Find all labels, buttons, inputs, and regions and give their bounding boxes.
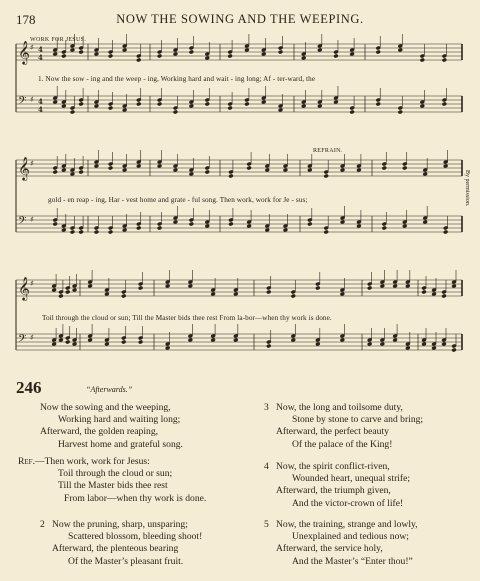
note-head (52, 170, 57, 175)
note-head (405, 346, 410, 351)
note-head (205, 224, 210, 229)
note-head (136, 226, 141, 231)
note-head (349, 52, 354, 57)
note-head (375, 50, 380, 55)
lyric-line-2: gold - en reap - ing, Har - vest home and grate - ful song. Then work, work for Je - sus; (48, 196, 308, 204)
note-head (70, 110, 75, 115)
verse-line: Of the palace of the King! (292, 438, 393, 450)
note-head (228, 174, 233, 179)
note-head (442, 102, 447, 107)
note-head (228, 222, 233, 227)
note-head (317, 48, 322, 53)
note-head (136, 102, 141, 107)
verse-number: 2 (40, 519, 45, 530)
note-head (291, 338, 296, 343)
note-head (246, 224, 251, 229)
note-head (367, 342, 372, 347)
note-head (441, 294, 446, 299)
note-head (188, 338, 193, 343)
note-head (72, 342, 77, 347)
note-head (375, 102, 380, 107)
note-head (165, 346, 170, 351)
note-head (443, 230, 448, 235)
note-head (58, 294, 63, 299)
bass-clef: 𝄢 (18, 215, 27, 230)
note-head (104, 292, 109, 297)
note-head (78, 170, 83, 175)
note-head (51, 288, 56, 293)
sharp-sign: ♯ (30, 43, 34, 52)
verse-number: 3 (264, 402, 269, 413)
sharp-sign: ♯ (30, 95, 34, 104)
note-head (291, 294, 296, 299)
note-head (188, 284, 193, 289)
time-signature: 4 (38, 97, 43, 106)
bass-clef: 𝄢 (18, 95, 27, 110)
note-head (421, 342, 426, 347)
verse-line: Of the Master’s pleasant fruit. (68, 555, 184, 567)
note-head (104, 342, 109, 347)
note-head (65, 290, 70, 295)
refrain-label: REFRAIN. (313, 148, 343, 154)
note-head (52, 222, 57, 227)
note-head (315, 286, 320, 291)
note-head (356, 168, 361, 173)
note-head (451, 348, 456, 353)
note-head (442, 58, 447, 63)
note-head (356, 224, 361, 229)
treble-clef: 𝄞 (18, 40, 30, 64)
note-head (265, 228, 270, 233)
note-head (189, 104, 194, 109)
time-signature: 4 (38, 45, 43, 54)
note-head (136, 164, 141, 169)
note-head (278, 50, 283, 55)
note-head (431, 292, 436, 297)
note-head (244, 102, 249, 107)
note-head (61, 228, 66, 233)
permission-note: By permission. (464, 170, 470, 207)
note-head (52, 100, 57, 105)
note-head (227, 54, 232, 59)
verse-line: Now, the spirit conflict-riven, (276, 461, 390, 472)
verse-line: Scattered blossom, bleeding shoot! (68, 531, 203, 543)
note-head (315, 342, 320, 347)
note-head (65, 340, 70, 345)
note-head (340, 338, 345, 343)
note-head (189, 222, 194, 227)
note-head (138, 286, 143, 291)
note-head (382, 166, 387, 171)
lyric-line-1: 1. Now the sow - ing and the weep - ing, Working hard and wait - ing long; Af - ter-ward, the (38, 75, 316, 83)
verse-3 (264, 402, 423, 451)
verse-line: And the Master’s “Enter thou!” (292, 555, 413, 567)
note-head (157, 54, 162, 59)
note-head (52, 52, 57, 57)
note-head (392, 338, 397, 343)
note-head (441, 342, 446, 347)
note-head (157, 102, 162, 107)
verse-4 (264, 461, 410, 510)
verse-5 (264, 519, 418, 568)
note-head (398, 110, 403, 115)
verse-line: Afterward, the golden reaping, (40, 426, 159, 438)
note-head (233, 338, 238, 343)
note-head (443, 164, 448, 169)
note-head (227, 106, 232, 111)
note-head (205, 170, 210, 175)
verse-line: Stone by stone to carve and bring; (292, 414, 424, 426)
note-head (333, 54, 338, 59)
verse-line: Till the Master bids thee rest (58, 480, 168, 492)
note-head (78, 102, 83, 107)
sharp-sign: ♯ (30, 215, 34, 224)
note-head (261, 100, 266, 105)
verse-line: Now, the training, strange and lowly, (276, 519, 418, 530)
verse-line: Afterward, the service holy, (276, 543, 383, 555)
note-head (266, 290, 271, 295)
note-head (340, 168, 345, 173)
note-head (70, 48, 75, 53)
note-head (108, 166, 113, 171)
note-head (122, 108, 127, 113)
note-head (205, 56, 210, 61)
verse-line: Then work, work for Jesus: (44, 456, 150, 467)
bass-clef: 𝄢 (18, 333, 27, 348)
note-head (340, 220, 345, 225)
note-head (278, 108, 283, 113)
hymn-number: 246 (16, 378, 42, 397)
verse-line: And the victor-crown of life! (292, 497, 404, 509)
note-head (420, 104, 425, 109)
note-head (58, 338, 63, 343)
note-head (189, 50, 194, 55)
verse-line: From labor—when thy work is done. (64, 492, 207, 504)
verse-line: Wounded heart, unequal strife; (292, 473, 411, 485)
note-head (382, 226, 387, 231)
note-head (173, 220, 178, 225)
note-head (392, 284, 397, 289)
note-head (261, 52, 266, 57)
note-head (210, 338, 215, 343)
note-head (402, 166, 407, 171)
note-head (422, 220, 427, 225)
note-head (380, 284, 385, 289)
sharp-sign: ♯ (30, 333, 34, 342)
verse-line: Afterward, the perfect beauty (276, 426, 389, 438)
note-head (451, 284, 456, 289)
note-head (380, 342, 385, 347)
note-head (157, 164, 162, 169)
note-head (244, 48, 249, 53)
hymn-title: NOW THE SOWING AND THE WEEPING. (116, 12, 364, 26)
note-head (87, 338, 92, 343)
verse-line: Harvest home and grateful song. (58, 438, 183, 450)
note-head (72, 288, 77, 293)
verse-line: Working hard and waiting long; (58, 414, 181, 426)
note-head (138, 340, 143, 345)
note-head (246, 166, 251, 171)
note-head (233, 292, 238, 297)
note-head (108, 54, 113, 59)
sharp-sign: ♯ (30, 279, 34, 288)
verse-number: 4 (264, 461, 269, 472)
note-head (108, 106, 113, 111)
note-head (266, 344, 271, 349)
note-head (173, 110, 178, 115)
note-head (349, 110, 354, 115)
note-head (94, 164, 99, 169)
note-head (405, 284, 410, 289)
treble-clef: 𝄞 (18, 276, 30, 300)
refrain-prefix: Ref.— (18, 456, 45, 467)
treble-clef: 𝄞 (18, 156, 30, 180)
note-head (94, 104, 99, 109)
note-head (422, 172, 427, 177)
note-head (189, 172, 194, 177)
note-head (122, 228, 127, 233)
note-head (94, 230, 99, 235)
note-head (78, 50, 83, 55)
note-head (307, 222, 312, 227)
time-signature: 4 (38, 53, 43, 62)
verse-line: Now the sowing and the weeping, (40, 402, 171, 413)
tune-name: WORK FOR JESUS. (30, 37, 87, 43)
note-head (87, 284, 92, 289)
note-head (173, 52, 178, 57)
note-head (402, 224, 407, 229)
time-signature: 4 (38, 105, 43, 114)
note-head (61, 104, 66, 109)
verse-line: Afterward, the triumph given, (276, 485, 391, 497)
note-head (70, 230, 75, 235)
verse-line: Afterward, the plenteous bearing (52, 543, 179, 555)
note-head (333, 100, 338, 105)
verse-line: Toil through the cloud or sun; (58, 468, 173, 480)
note-head (61, 54, 66, 59)
verse-line: Unexplained and tedious now; (292, 531, 409, 543)
note-head (283, 168, 288, 173)
verse-1 (40, 402, 183, 451)
note-head (323, 230, 328, 235)
note-head (94, 52, 99, 57)
note-head (61, 168, 66, 173)
note-head (165, 284, 170, 289)
note-head (70, 172, 75, 177)
note-head (121, 340, 126, 345)
note-head (420, 58, 425, 63)
note-head (301, 56, 306, 61)
verse-2 (40, 519, 202, 568)
note-head (108, 230, 113, 235)
note-head (136, 58, 141, 63)
attribution: “Afterwards.” (86, 385, 133, 394)
lyric-line-3: Toil through the cloud or sun; Till the Master bids thee rest From la-bor—when thy work is done. (42, 314, 332, 322)
note-head (210, 292, 215, 297)
verse-number: 5 (264, 519, 269, 530)
note-head (78, 230, 83, 235)
note-head (301, 104, 306, 109)
note-head (323, 174, 328, 179)
note-head (265, 168, 270, 173)
note-head (421, 290, 426, 295)
sharp-sign: ♯ (30, 159, 34, 168)
verse-line: Now, the long and toilsome duty, (276, 402, 403, 413)
note-head (122, 168, 127, 173)
note-head (122, 48, 127, 53)
refrain (18, 456, 206, 505)
note-head (340, 292, 345, 297)
note-head (157, 226, 162, 231)
verse-line: Now the pruning, sharp, unsparing; (52, 519, 188, 530)
note-head (283, 228, 288, 233)
note-head (367, 286, 372, 291)
note-head (173, 168, 178, 173)
page-number: 178 (16, 12, 36, 27)
note-head (431, 346, 436, 351)
note-head (317, 104, 322, 109)
note-head (205, 102, 210, 107)
note-head (398, 48, 403, 53)
note-head (51, 342, 56, 347)
note-head (121, 294, 126, 299)
note-head (307, 168, 312, 173)
